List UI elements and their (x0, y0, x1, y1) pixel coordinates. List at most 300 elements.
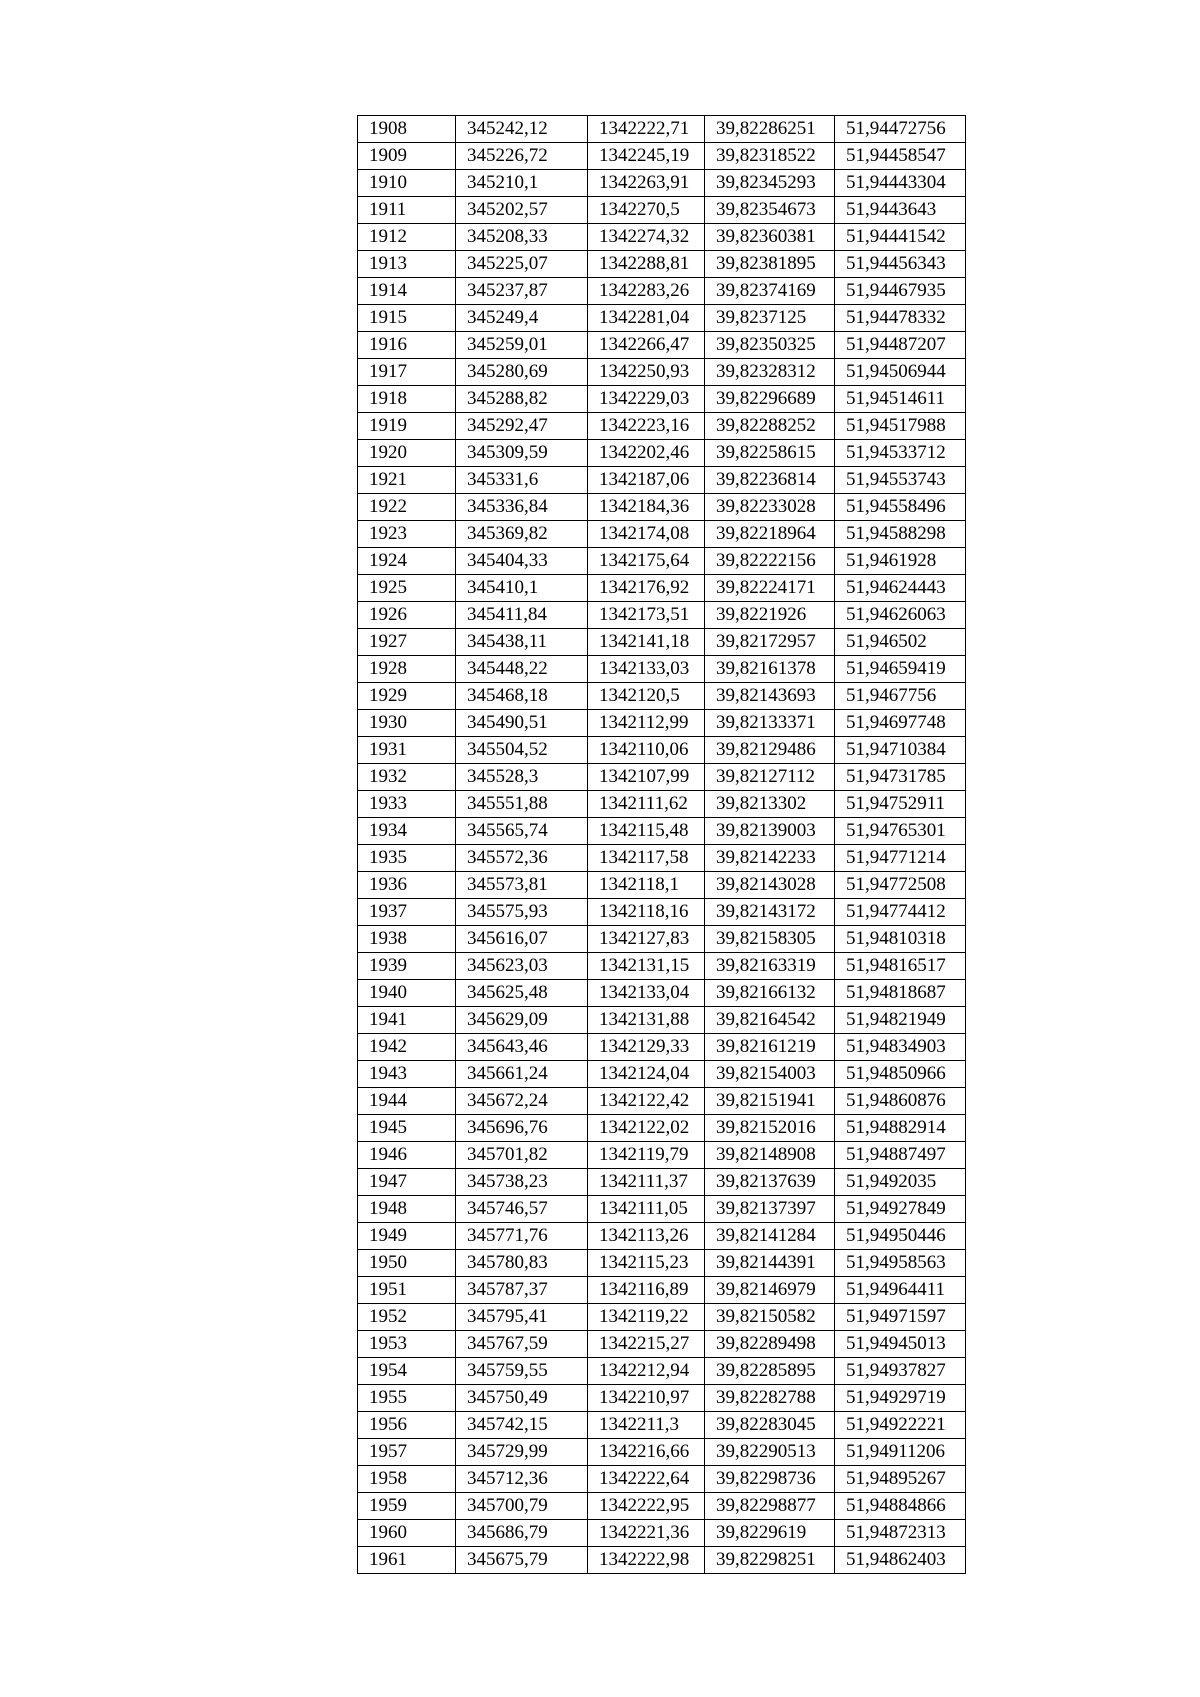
point-number-cell: 1960 (358, 1520, 456, 1547)
point-number-cell: 1943 (358, 1061, 456, 1088)
y-coordinate-cell: 1342129,33 (588, 1034, 705, 1061)
y-coordinate-cell: 1342122,42 (588, 1088, 705, 1115)
point-number-cell: 1950 (358, 1250, 456, 1277)
y-coordinate-cell: 1342133,03 (588, 656, 705, 683)
point-number-cell: 1932 (358, 764, 456, 791)
longitude-cell: 51,94467935 (835, 278, 966, 305)
point-number-cell: 1941 (358, 1007, 456, 1034)
y-coordinate-cell: 1342111,05 (588, 1196, 705, 1223)
point-number-cell: 1957 (358, 1439, 456, 1466)
y-coordinate-cell: 1342274,32 (588, 224, 705, 251)
longitude-cell: 51,94937827 (835, 1358, 966, 1385)
table-row (358, 1088, 966, 1115)
x-coordinate-cell: 345572,36 (456, 845, 588, 872)
longitude-cell: 51,94517988 (835, 413, 966, 440)
table-row (358, 1520, 966, 1547)
y-coordinate-cell: 1342115,48 (588, 818, 705, 845)
point-number-cell: 1939 (358, 953, 456, 980)
y-coordinate-cell: 1342210,97 (588, 1385, 705, 1412)
longitude-cell: 51,94533712 (835, 440, 966, 467)
y-coordinate-cell: 1342215,27 (588, 1331, 705, 1358)
latitude-cell: 39,82298251 (705, 1547, 835, 1574)
x-coordinate-cell: 345292,47 (456, 413, 588, 440)
latitude-cell: 39,8237125 (705, 305, 835, 332)
y-coordinate-cell: 1342222,98 (588, 1547, 705, 1574)
x-coordinate-cell: 345643,46 (456, 1034, 588, 1061)
table-body (358, 116, 966, 1574)
point-number-cell: 1954 (358, 1358, 456, 1385)
point-number-cell: 1930 (358, 710, 456, 737)
table-row (358, 791, 966, 818)
y-coordinate-cell: 1342119,22 (588, 1304, 705, 1331)
x-coordinate-cell: 345226,72 (456, 143, 588, 170)
point-number-cell: 1911 (358, 197, 456, 224)
y-coordinate-cell: 1342266,47 (588, 332, 705, 359)
longitude-cell: 51,94772508 (835, 872, 966, 899)
table-row (358, 332, 966, 359)
longitude-cell: 51,94558496 (835, 494, 966, 521)
x-coordinate-cell: 345504,52 (456, 737, 588, 764)
latitude-cell: 39,82142233 (705, 845, 835, 872)
longitude-cell: 51,94821949 (835, 1007, 966, 1034)
latitude-cell: 39,82139003 (705, 818, 835, 845)
x-coordinate-cell: 345237,87 (456, 278, 588, 305)
x-coordinate-cell: 345771,76 (456, 1223, 588, 1250)
latitude-cell: 39,8229619 (705, 1520, 835, 1547)
y-coordinate-cell: 1342187,06 (588, 467, 705, 494)
longitude-cell: 51,94850966 (835, 1061, 966, 1088)
x-coordinate-cell: 345448,22 (456, 656, 588, 683)
longitude-cell: 51,94458547 (835, 143, 966, 170)
point-number-cell: 1936 (358, 872, 456, 899)
y-coordinate-cell: 1342113,26 (588, 1223, 705, 1250)
table-row (358, 1277, 966, 1304)
longitude-cell: 51,94895267 (835, 1466, 966, 1493)
y-coordinate-cell: 1342115,23 (588, 1250, 705, 1277)
longitude-cell: 51,94911206 (835, 1439, 966, 1466)
longitude-cell: 51,94818687 (835, 980, 966, 1007)
latitude-cell: 39,82236814 (705, 467, 835, 494)
longitude-cell: 51,94588298 (835, 521, 966, 548)
x-coordinate-cell: 345438,11 (456, 629, 588, 656)
point-number-cell: 1951 (358, 1277, 456, 1304)
table-row (358, 845, 966, 872)
point-number-cell: 1938 (358, 926, 456, 953)
longitude-cell: 51,94929719 (835, 1385, 966, 1412)
table-row (358, 602, 966, 629)
latitude-cell: 39,82350325 (705, 332, 835, 359)
latitude-cell: 39,82146979 (705, 1277, 835, 1304)
longitude-cell: 51,94862403 (835, 1547, 966, 1574)
latitude-cell: 39,82143028 (705, 872, 835, 899)
table-row (358, 1223, 966, 1250)
point-number-cell: 1910 (358, 170, 456, 197)
latitude-cell: 39,82318522 (705, 143, 835, 170)
table-row (358, 872, 966, 899)
longitude-cell: 51,94964411 (835, 1277, 966, 1304)
table-row (358, 683, 966, 710)
point-number-cell: 1924 (358, 548, 456, 575)
latitude-cell: 39,82172957 (705, 629, 835, 656)
point-number-cell: 1949 (358, 1223, 456, 1250)
point-number-cell: 1952 (358, 1304, 456, 1331)
y-coordinate-cell: 1342116,89 (588, 1277, 705, 1304)
table-row (358, 413, 966, 440)
latitude-cell: 39,82161219 (705, 1034, 835, 1061)
x-coordinate-cell: 345701,82 (456, 1142, 588, 1169)
latitude-cell: 39,82137639 (705, 1169, 835, 1196)
y-coordinate-cell: 1342118,16 (588, 899, 705, 926)
x-coordinate-cell: 345672,24 (456, 1088, 588, 1115)
latitude-cell: 39,82288252 (705, 413, 835, 440)
x-coordinate-cell: 345795,41 (456, 1304, 588, 1331)
x-coordinate-cell: 345288,82 (456, 386, 588, 413)
point-number-cell: 1923 (358, 521, 456, 548)
latitude-cell: 39,82282788 (705, 1385, 835, 1412)
table-row (358, 1007, 966, 1034)
longitude-cell: 51,94487207 (835, 332, 966, 359)
x-coordinate-cell: 345712,36 (456, 1466, 588, 1493)
longitude-cell: 51,94478332 (835, 305, 966, 332)
table-row (358, 1358, 966, 1385)
y-coordinate-cell: 1342222,64 (588, 1466, 705, 1493)
longitude-cell: 51,94971597 (835, 1304, 966, 1331)
x-coordinate-cell: 345225,07 (456, 251, 588, 278)
y-coordinate-cell: 1342222,71 (588, 116, 705, 143)
point-number-cell: 1956 (358, 1412, 456, 1439)
latitude-cell: 39,82158305 (705, 926, 835, 953)
longitude-cell: 51,9492035 (835, 1169, 966, 1196)
x-coordinate-cell: 345696,76 (456, 1115, 588, 1142)
latitude-cell: 39,82133371 (705, 710, 835, 737)
point-number-cell: 1925 (358, 575, 456, 602)
x-coordinate-cell: 345336,84 (456, 494, 588, 521)
longitude-cell: 51,94810318 (835, 926, 966, 953)
longitude-cell: 51,94950446 (835, 1223, 966, 1250)
point-number-cell: 1909 (358, 143, 456, 170)
table-row (358, 1547, 966, 1574)
latitude-cell: 39,82143172 (705, 899, 835, 926)
longitude-cell: 51,94860876 (835, 1088, 966, 1115)
longitude-cell: 51,94927849 (835, 1196, 966, 1223)
table-row (358, 1142, 966, 1169)
point-number-cell: 1959 (358, 1493, 456, 1520)
table-row (358, 899, 966, 926)
latitude-cell: 39,82296689 (705, 386, 835, 413)
x-coordinate-cell: 345742,15 (456, 1412, 588, 1439)
table-row (358, 467, 966, 494)
y-coordinate-cell: 1342122,02 (588, 1115, 705, 1142)
x-coordinate-cell: 345675,79 (456, 1547, 588, 1574)
y-coordinate-cell: 1342250,93 (588, 359, 705, 386)
y-coordinate-cell: 1342175,64 (588, 548, 705, 575)
table-row (358, 440, 966, 467)
x-coordinate-cell: 345700,79 (456, 1493, 588, 1520)
point-number-cell: 1914 (358, 278, 456, 305)
y-coordinate-cell: 1342111,62 (588, 791, 705, 818)
point-number-cell: 1955 (358, 1385, 456, 1412)
table-row (358, 359, 966, 386)
latitude-cell: 39,82218964 (705, 521, 835, 548)
y-coordinate-cell: 1342263,91 (588, 170, 705, 197)
table-row (358, 953, 966, 980)
table-row (358, 1061, 966, 1088)
x-coordinate-cell: 345551,88 (456, 791, 588, 818)
point-number-cell: 1953 (358, 1331, 456, 1358)
y-coordinate-cell: 1342131,15 (588, 953, 705, 980)
y-coordinate-cell: 1342176,92 (588, 575, 705, 602)
point-number-cell: 1912 (358, 224, 456, 251)
longitude-cell: 51,94659419 (835, 656, 966, 683)
table-row (358, 980, 966, 1007)
x-coordinate-cell: 345767,59 (456, 1331, 588, 1358)
table-row (358, 116, 966, 143)
table-row (358, 521, 966, 548)
point-number-cell: 1940 (358, 980, 456, 1007)
x-coordinate-cell: 345404,33 (456, 548, 588, 575)
table-row (358, 197, 966, 224)
point-number-cell: 1947 (358, 1169, 456, 1196)
table-row (358, 1304, 966, 1331)
point-number-cell: 1935 (358, 845, 456, 872)
y-coordinate-cell: 1342174,08 (588, 521, 705, 548)
y-coordinate-cell: 1342110,06 (588, 737, 705, 764)
longitude-cell: 51,94624443 (835, 575, 966, 602)
y-coordinate-cell: 1342283,26 (588, 278, 705, 305)
latitude-cell: 39,82233028 (705, 494, 835, 521)
y-coordinate-cell: 1342221,36 (588, 1520, 705, 1547)
y-coordinate-cell: 1342133,04 (588, 980, 705, 1007)
y-coordinate-cell: 1342120,5 (588, 683, 705, 710)
x-coordinate-cell: 345623,03 (456, 953, 588, 980)
x-coordinate-cell: 345411,84 (456, 602, 588, 629)
point-number-cell: 1928 (358, 656, 456, 683)
point-number-cell: 1958 (358, 1466, 456, 1493)
latitude-cell: 39,82143693 (705, 683, 835, 710)
table-row (358, 656, 966, 683)
longitude-cell: 51,94472756 (835, 116, 966, 143)
longitude-cell: 51,94816517 (835, 953, 966, 980)
point-number-cell: 1942 (358, 1034, 456, 1061)
x-coordinate-cell: 345528,3 (456, 764, 588, 791)
point-number-cell: 1915 (358, 305, 456, 332)
latitude-cell: 39,82283045 (705, 1412, 835, 1439)
latitude-cell: 39,82354673 (705, 197, 835, 224)
x-coordinate-cell: 345573,81 (456, 872, 588, 899)
table-row (358, 1385, 966, 1412)
point-number-cell: 1926 (358, 602, 456, 629)
longitude-cell: 51,94697748 (835, 710, 966, 737)
x-coordinate-cell: 345369,82 (456, 521, 588, 548)
point-number-cell: 1933 (358, 791, 456, 818)
longitude-cell: 51,94945013 (835, 1331, 966, 1358)
x-coordinate-cell: 345410,1 (456, 575, 588, 602)
longitude-cell: 51,94887497 (835, 1142, 966, 1169)
table-row (358, 1034, 966, 1061)
table-row (358, 1331, 966, 1358)
x-coordinate-cell: 345242,12 (456, 116, 588, 143)
x-coordinate-cell: 345746,57 (456, 1196, 588, 1223)
y-coordinate-cell: 1342184,36 (588, 494, 705, 521)
longitude-cell: 51,9443643 (835, 197, 966, 224)
point-number-cell: 1917 (358, 359, 456, 386)
y-coordinate-cell: 1342107,99 (588, 764, 705, 791)
latitude-cell: 39,82289498 (705, 1331, 835, 1358)
longitude-cell: 51,94710384 (835, 737, 966, 764)
longitude-cell: 51,94752911 (835, 791, 966, 818)
latitude-cell: 39,82166132 (705, 980, 835, 1007)
table-row (358, 251, 966, 278)
latitude-cell: 39,82161378 (705, 656, 835, 683)
latitude-cell: 39,82258615 (705, 440, 835, 467)
longitude-cell: 51,9461928 (835, 548, 966, 575)
x-coordinate-cell: 345661,24 (456, 1061, 588, 1088)
latitude-cell: 39,82286251 (705, 116, 835, 143)
x-coordinate-cell: 345280,69 (456, 359, 588, 386)
latitude-cell: 39,82285895 (705, 1358, 835, 1385)
y-coordinate-cell: 1342173,51 (588, 602, 705, 629)
longitude-cell: 51,94506944 (835, 359, 966, 386)
longitude-cell: 51,94443304 (835, 170, 966, 197)
point-number-cell: 1934 (358, 818, 456, 845)
y-coordinate-cell: 1342281,04 (588, 305, 705, 332)
y-coordinate-cell: 1342229,03 (588, 386, 705, 413)
table-row (358, 1250, 966, 1277)
latitude-cell: 39,82154003 (705, 1061, 835, 1088)
x-coordinate-cell: 345565,74 (456, 818, 588, 845)
point-number-cell: 1920 (358, 440, 456, 467)
x-coordinate-cell: 345738,23 (456, 1169, 588, 1196)
x-coordinate-cell: 345309,59 (456, 440, 588, 467)
table-row (358, 548, 966, 575)
table-row (358, 575, 966, 602)
y-coordinate-cell: 1342212,94 (588, 1358, 705, 1385)
point-number-cell: 1961 (358, 1547, 456, 1574)
x-coordinate-cell: 345490,51 (456, 710, 588, 737)
latitude-cell: 39,82150582 (705, 1304, 835, 1331)
y-coordinate-cell: 1342131,88 (588, 1007, 705, 1034)
longitude-cell: 51,94456343 (835, 251, 966, 278)
y-coordinate-cell: 1342117,58 (588, 845, 705, 872)
x-coordinate-cell: 345750,49 (456, 1385, 588, 1412)
x-coordinate-cell: 345625,48 (456, 980, 588, 1007)
y-coordinate-cell: 1342211,3 (588, 1412, 705, 1439)
latitude-cell: 39,82290513 (705, 1439, 835, 1466)
latitude-cell: 39,82152016 (705, 1115, 835, 1142)
point-number-cell: 1908 (358, 116, 456, 143)
y-coordinate-cell: 1342216,66 (588, 1439, 705, 1466)
longitude-cell: 51,94626063 (835, 602, 966, 629)
latitude-cell: 39,82151941 (705, 1088, 835, 1115)
latitude-cell: 39,82374169 (705, 278, 835, 305)
longitude-cell: 51,94514611 (835, 386, 966, 413)
point-number-cell: 1931 (358, 737, 456, 764)
y-coordinate-cell: 1342202,46 (588, 440, 705, 467)
x-coordinate-cell: 345259,01 (456, 332, 588, 359)
longitude-cell: 51,94553743 (835, 467, 966, 494)
longitude-cell: 51,94765301 (835, 818, 966, 845)
point-number-cell: 1945 (358, 1115, 456, 1142)
longitude-cell: 51,94884866 (835, 1493, 966, 1520)
latitude-cell: 39,82127112 (705, 764, 835, 791)
table-row (358, 1196, 966, 1223)
table-row (358, 737, 966, 764)
x-coordinate-cell: 345208,33 (456, 224, 588, 251)
latitude-cell: 39,82298877 (705, 1493, 835, 1520)
point-number-cell: 1929 (358, 683, 456, 710)
longitude-cell: 51,94958563 (835, 1250, 966, 1277)
x-coordinate-cell: 345686,79 (456, 1520, 588, 1547)
longitude-cell: 51,94882914 (835, 1115, 966, 1142)
latitude-cell: 39,82144391 (705, 1250, 835, 1277)
latitude-cell: 39,82224171 (705, 575, 835, 602)
y-coordinate-cell: 1342141,18 (588, 629, 705, 656)
table-row (358, 1169, 966, 1196)
x-coordinate-cell: 345575,93 (456, 899, 588, 926)
longitude-cell: 51,94922221 (835, 1412, 966, 1439)
y-coordinate-cell: 1342124,04 (588, 1061, 705, 1088)
latitude-cell: 39,82381895 (705, 251, 835, 278)
table-row (358, 1439, 966, 1466)
table-row (358, 305, 966, 332)
coordinates-table (357, 115, 966, 1574)
longitude-cell: 51,94441542 (835, 224, 966, 251)
table-row (358, 143, 966, 170)
latitude-cell: 39,82163319 (705, 953, 835, 980)
table-row (358, 764, 966, 791)
table-row (358, 926, 966, 953)
latitude-cell: 39,82360381 (705, 224, 835, 251)
x-coordinate-cell: 345468,18 (456, 683, 588, 710)
y-coordinate-cell: 1342223,16 (588, 413, 705, 440)
table-row (358, 494, 966, 521)
longitude-cell: 51,946502 (835, 629, 966, 656)
y-coordinate-cell: 1342112,99 (588, 710, 705, 737)
latitude-cell: 39,82141284 (705, 1223, 835, 1250)
point-number-cell: 1919 (358, 413, 456, 440)
table-row (358, 818, 966, 845)
y-coordinate-cell: 1342288,81 (588, 251, 705, 278)
longitude-cell: 51,94872313 (835, 1520, 966, 1547)
latitude-cell: 39,82298736 (705, 1466, 835, 1493)
longitude-cell: 51,9467756 (835, 683, 966, 710)
y-coordinate-cell: 1342118,1 (588, 872, 705, 899)
point-number-cell: 1946 (358, 1142, 456, 1169)
table-row (358, 1115, 966, 1142)
longitude-cell: 51,94834903 (835, 1034, 966, 1061)
table-row (358, 1493, 966, 1520)
longitude-cell: 51,94774412 (835, 899, 966, 926)
table-row (358, 1466, 966, 1493)
point-number-cell: 1921 (358, 467, 456, 494)
table-row (358, 224, 966, 251)
table-row (358, 278, 966, 305)
latitude-cell: 39,82164542 (705, 1007, 835, 1034)
y-coordinate-cell: 1342245,19 (588, 143, 705, 170)
x-coordinate-cell: 345249,4 (456, 305, 588, 332)
y-coordinate-cell: 1342222,95 (588, 1493, 705, 1520)
x-coordinate-cell: 345780,83 (456, 1250, 588, 1277)
x-coordinate-cell: 345331,6 (456, 467, 588, 494)
point-number-cell: 1937 (358, 899, 456, 926)
table-row (358, 710, 966, 737)
x-coordinate-cell: 345210,1 (456, 170, 588, 197)
point-number-cell: 1913 (358, 251, 456, 278)
latitude-cell: 39,82345293 (705, 170, 835, 197)
point-number-cell: 1948 (358, 1196, 456, 1223)
x-coordinate-cell: 345787,37 (456, 1277, 588, 1304)
x-coordinate-cell: 345729,99 (456, 1439, 588, 1466)
